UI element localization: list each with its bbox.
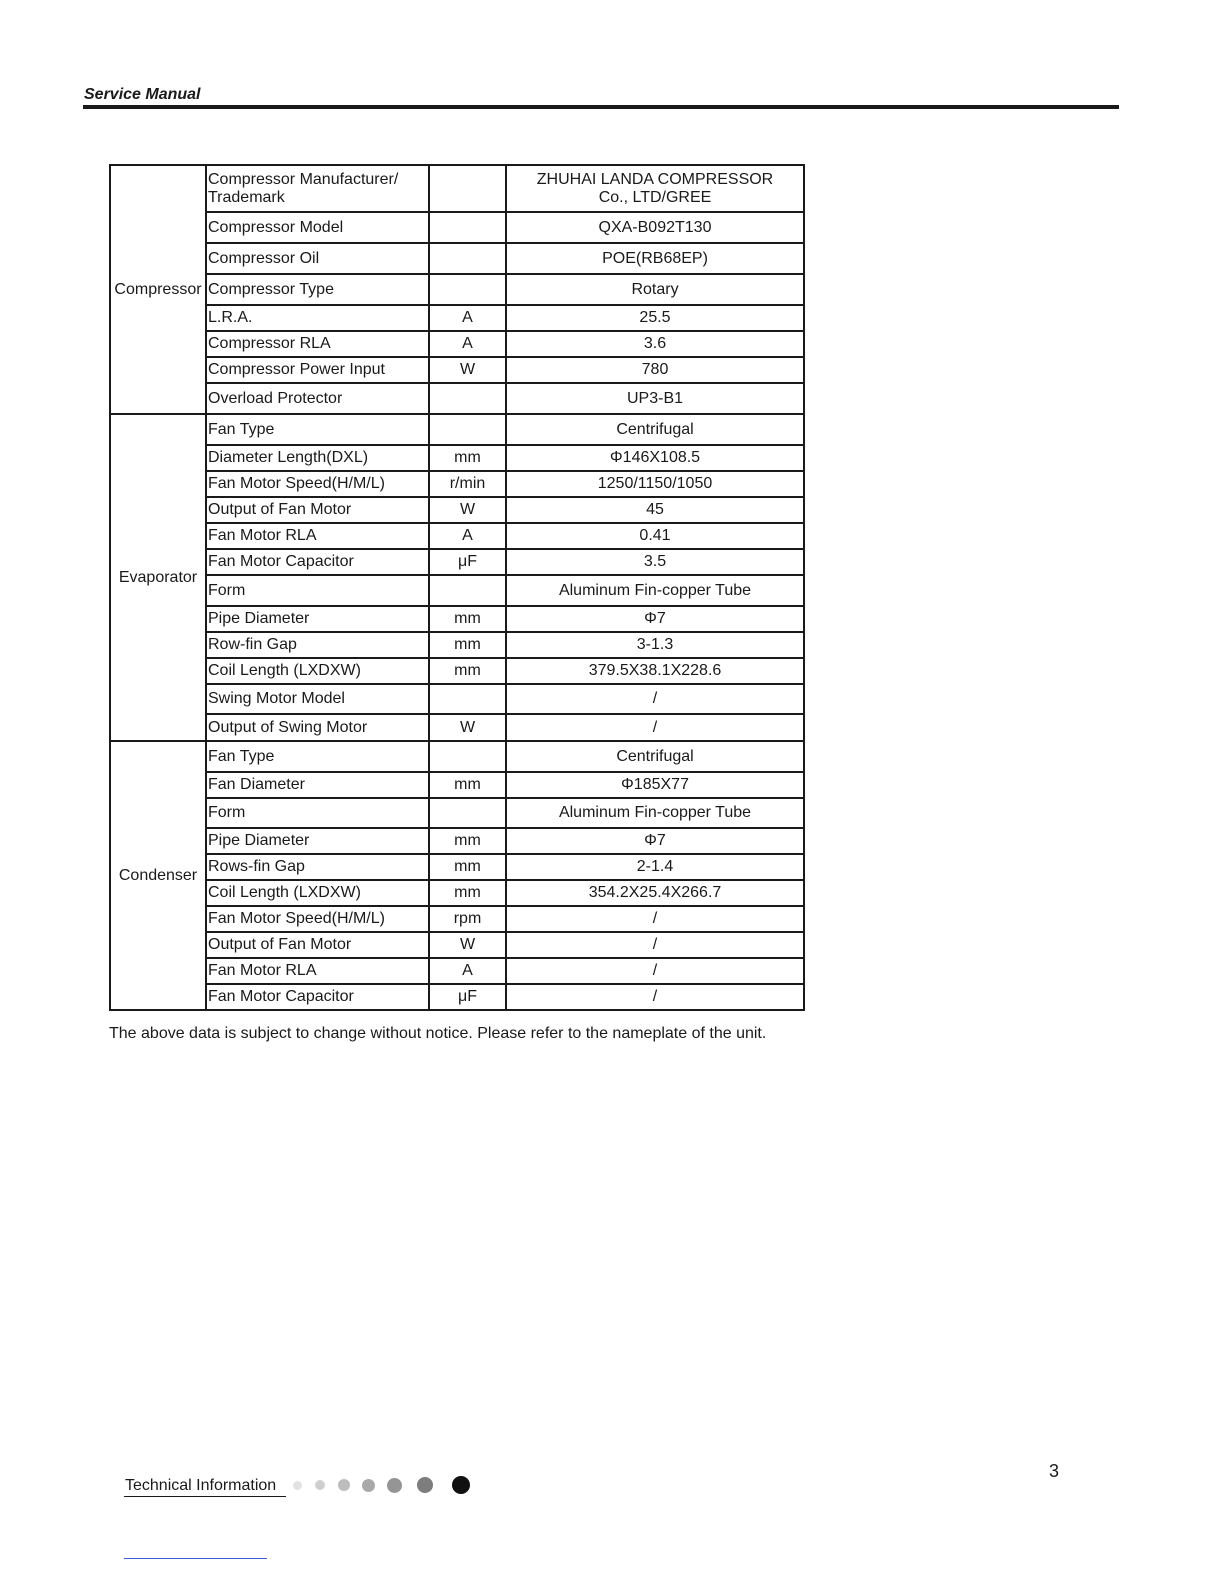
evaporator-row — [110, 714, 804, 741]
spec-value — [506, 828, 804, 854]
spec-value-line: QXA-B092T130 — [598, 218, 712, 236]
spec-item-name — [206, 632, 429, 658]
condenser-row — [110, 828, 804, 854]
spec-unit: A — [429, 958, 506, 984]
spec-unit — [429, 414, 506, 445]
spec-unit: W — [429, 497, 506, 523]
spec-value — [506, 741, 804, 772]
progress-dot-icon — [315, 1480, 325, 1490]
spec-table — [109, 164, 805, 1011]
page-number: 3 — [1049, 1461, 1060, 1481]
spec-value — [506, 684, 804, 714]
spec-unit — [429, 212, 506, 243]
header-rule — [83, 105, 1119, 109]
spec-value-line: Centrifugal — [616, 747, 694, 765]
spec-value-line: 2-1.4 — [636, 858, 674, 876]
spec-item-name-line: Output of Fan Motor — [208, 936, 352, 954]
evaporator-row — [110, 658, 804, 684]
spec-value — [506, 497, 804, 523]
progress-dot-icon — [362, 1479, 375, 1492]
spec-item-name — [206, 741, 429, 772]
spec-table-body — [110, 165, 804, 1010]
spec-value-line: / — [652, 690, 658, 708]
spec-unit: μF — [429, 549, 506, 575]
compressor-row — [110, 305, 804, 331]
spec-unit — [429, 274, 506, 305]
spec-value — [506, 383, 804, 414]
spec-value-line: 0.41 — [639, 527, 671, 545]
spec-value — [506, 932, 804, 958]
spec-value-line: 1250/1150/1050 — [597, 475, 713, 493]
spec-item-name — [206, 305, 429, 331]
spec-item-name — [206, 658, 429, 684]
spec-value — [506, 880, 804, 906]
spec-value-line: ZHUHAI LANDA COMPRESSOR — [536, 170, 774, 188]
page-header-title: Service Manual — [84, 86, 201, 103]
spec-item-name-line: Fan Diameter — [208, 776, 305, 794]
spec-unit: A — [429, 305, 506, 331]
compressor-row — [110, 212, 804, 243]
bottom-link-rule — [124, 1558, 267, 1559]
spec-value — [506, 523, 804, 549]
spec-item-name — [206, 714, 429, 741]
spec-unit: μF — [429, 984, 506, 1010]
spec-item-name-line: Fan Motor RLA — [208, 527, 317, 545]
spec-item-name — [206, 828, 429, 854]
spec-item-name — [206, 274, 429, 305]
spec-unit — [429, 575, 506, 606]
spec-unit: mm — [429, 445, 506, 471]
spec-unit: W — [429, 357, 506, 383]
spec-item-name-line: Compressor Manufacturer/ — [208, 170, 399, 188]
evaporator-group-label: Evaporator — [110, 414, 206, 741]
spec-item-name — [206, 445, 429, 471]
spec-value-line: Φ185X77 — [621, 776, 689, 794]
spec-item-name-line: Fan Type — [208, 747, 275, 765]
progress-dot-icon — [293, 1481, 302, 1490]
spec-item-name-line: Pipe Diameter — [208, 832, 310, 850]
spec-item-name — [206, 772, 429, 798]
progress-dot-icon — [417, 1477, 433, 1493]
spec-unit: rpm — [429, 906, 506, 932]
spec-item-name-line: Fan Motor Speed(H/M/L) — [208, 910, 385, 928]
spec-unit: mm — [429, 606, 506, 632]
evaporator-row — [110, 606, 804, 632]
condenser-row — [110, 880, 804, 906]
spec-value-line: POE(RB68EP) — [602, 249, 708, 267]
spec-value-line: Co., LTD/GREE — [598, 188, 712, 206]
spec-item-name — [206, 383, 429, 414]
spec-value-line: 354.2X25.4X266.7 — [588, 884, 722, 902]
spec-item-name-line: Output of Fan Motor — [208, 501, 352, 519]
spec-item-name-line: L.R.A. — [208, 309, 253, 327]
spec-unit: A — [429, 523, 506, 549]
evaporator-row — [110, 684, 804, 714]
spec-item-name-line: Row-fin Gap — [208, 636, 297, 654]
spec-value-line: Φ146X108.5 — [609, 449, 701, 467]
spec-item-name-line: Compressor RLA — [208, 335, 331, 353]
spec-value-line: 780 — [641, 361, 669, 379]
spec-item-name-line: Compressor Type — [208, 280, 334, 298]
condenser-row — [110, 772, 804, 798]
spec-item-name-line: Fan Motor RLA — [208, 962, 317, 980]
spec-item-name-line: Fan Motor Capacitor — [208, 988, 354, 1006]
spec-item-name — [206, 575, 429, 606]
compressor-row — [110, 331, 804, 357]
spec-item-name-line: Output of Swing Motor — [208, 718, 368, 736]
spec-value-line: Aluminum Fin-copper Tube — [558, 581, 752, 599]
disclaimer-note: The above data is subject to change without notice. Please refer to the nameplate of the unit. — [109, 1025, 767, 1042]
spec-value-line: Φ7 — [644, 832, 666, 850]
evaporator-row — [110, 523, 804, 549]
evaporator-row — [110, 414, 804, 445]
spec-value — [506, 471, 804, 497]
spec-item-name — [206, 854, 429, 880]
spec-value-line: 3.6 — [643, 335, 667, 353]
spec-value — [506, 305, 804, 331]
footer-progress-dots — [288, 1474, 478, 1496]
condenser-row — [110, 906, 804, 932]
spec-value — [506, 274, 804, 305]
spec-value — [506, 798, 804, 828]
spec-value-line: Aluminum Fin-copper Tube — [558, 804, 752, 822]
spec-item-name — [206, 906, 429, 932]
spec-value — [506, 575, 804, 606]
spec-unit — [429, 684, 506, 714]
spec-item-name — [206, 606, 429, 632]
spec-item-name-line: Trademark — [208, 188, 285, 206]
spec-unit: r/min — [429, 471, 506, 497]
progress-dot-icon — [338, 1479, 350, 1491]
spec-value — [506, 357, 804, 383]
spec-value-line: / — [652, 910, 658, 928]
footer-section-label: Technical Information — [125, 1477, 277, 1494]
spec-value — [506, 714, 804, 741]
spec-item-name-line: Compressor Oil — [208, 249, 320, 267]
evaporator-row — [110, 445, 804, 471]
spec-value-line: UP3-B1 — [626, 389, 684, 407]
spec-unit: mm — [429, 828, 506, 854]
condenser-row — [110, 854, 804, 880]
spec-unit — [429, 243, 506, 274]
spec-value-line: / — [652, 936, 658, 954]
spec-item-name-line: Diameter Length(DXL) — [208, 449, 369, 467]
spec-unit: mm — [429, 854, 506, 880]
spec-value-line: 45 — [646, 501, 664, 519]
spec-item-name — [206, 357, 429, 383]
spec-item-name-line: Form — [208, 581, 246, 599]
spec-value — [506, 212, 804, 243]
compressor-row — [110, 357, 804, 383]
condenser-group-label: Condenser — [110, 741, 206, 1010]
spec-value — [506, 632, 804, 658]
spec-value — [506, 658, 804, 684]
spec-item-name — [206, 549, 429, 575]
spec-value-line: 25.5 — [639, 309, 671, 327]
footer-underline — [124, 1496, 286, 1497]
spec-item-name — [206, 414, 429, 445]
spec-item-name — [206, 165, 429, 212]
spec-value — [506, 984, 804, 1010]
spec-value-line: 3-1.3 — [636, 636, 674, 654]
spec-value — [506, 906, 804, 932]
compressor-row — [110, 383, 804, 414]
compressor-row — [110, 165, 804, 212]
spec-value — [506, 445, 804, 471]
spec-unit: mm — [429, 772, 506, 798]
spec-value-line: 379.5X38.1X228.6 — [588, 662, 722, 680]
spec-unit — [429, 383, 506, 414]
progress-dot-icon — [387, 1478, 402, 1493]
condenser-row — [110, 741, 804, 772]
spec-value — [506, 854, 804, 880]
spec-item-name — [206, 984, 429, 1010]
compressor-row — [110, 243, 804, 274]
spec-item-name — [206, 212, 429, 243]
condenser-row — [110, 984, 804, 1010]
spec-item-name-line: Compressor Power Input — [208, 361, 385, 379]
spec-item-name — [206, 331, 429, 357]
condenser-row — [110, 932, 804, 958]
spec-value — [506, 243, 804, 274]
spec-value-line: / — [652, 962, 658, 980]
spec-item-name — [206, 471, 429, 497]
spec-value-line: / — [652, 988, 658, 1006]
compressor-row — [110, 274, 804, 305]
spec-item-name-line: Fan Type — [208, 420, 275, 438]
spec-value — [506, 549, 804, 575]
spec-item-name — [206, 243, 429, 274]
progress-dot-icon — [452, 1476, 470, 1494]
spec-value-line: Centrifugal — [616, 420, 694, 438]
spec-value — [506, 606, 804, 632]
spec-value-line: Φ7 — [644, 610, 666, 628]
spec-unit: A — [429, 331, 506, 357]
spec-item-name-line: Fan Motor Capacitor — [208, 553, 354, 571]
condenser-row — [110, 798, 804, 828]
spec-item-name-line: Form — [208, 804, 246, 822]
spec-item-name — [206, 684, 429, 714]
spec-unit — [429, 741, 506, 772]
spec-item-name-line: Fan Motor Speed(H/M/L) — [208, 475, 385, 493]
spec-value — [506, 414, 804, 445]
spec-value — [506, 958, 804, 984]
evaporator-row — [110, 632, 804, 658]
spec-item-name — [206, 880, 429, 906]
spec-value-line: / — [652, 718, 658, 736]
spec-item-name — [206, 497, 429, 523]
spec-unit: mm — [429, 632, 506, 658]
spec-item-name-line: Pipe Diameter — [208, 610, 310, 628]
spec-unit: W — [429, 932, 506, 958]
spec-item-name-line: Overload Protector — [208, 389, 343, 407]
spec-item-name — [206, 932, 429, 958]
evaporator-row — [110, 471, 804, 497]
evaporator-row — [110, 497, 804, 523]
spec-unit: mm — [429, 880, 506, 906]
spec-unit — [429, 165, 506, 212]
condenser-row — [110, 958, 804, 984]
spec-value — [506, 772, 804, 798]
spec-value — [506, 331, 804, 357]
spec-unit — [429, 798, 506, 828]
spec-item-name-line: Coil Length (LXDXW) — [208, 884, 361, 902]
spec-item-name-line: Coil Length (LXDXW) — [208, 662, 361, 680]
evaporator-row — [110, 575, 804, 606]
spec-value-line: 3.5 — [643, 553, 667, 571]
compressor-group-label: Compressor — [110, 165, 206, 414]
evaporator-row — [110, 549, 804, 575]
spec-value-line: Rotary — [631, 280, 679, 298]
spec-unit: mm — [429, 658, 506, 684]
spec-item-name — [206, 798, 429, 828]
spec-item-name-line: Rows-fin Gap — [208, 858, 305, 876]
spec-value — [506, 165, 804, 212]
spec-item-name-line: Swing Motor Model — [208, 690, 345, 708]
spec-item-name — [206, 958, 429, 984]
spec-item-name — [206, 523, 429, 549]
spec-unit: W — [429, 714, 506, 741]
spec-item-name-line: Compressor Model — [208, 218, 344, 236]
